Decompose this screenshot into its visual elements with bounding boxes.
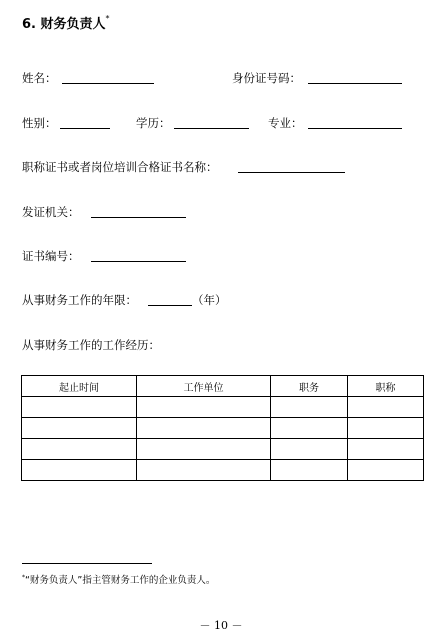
table-cell[interactable] [271, 460, 348, 481]
id-number-label: 身份证号码： [232, 71, 301, 85]
name-label: 姓名： [22, 71, 57, 85]
table-cell[interactable] [348, 418, 424, 439]
table-cell[interactable] [271, 397, 348, 418]
education-field[interactable] [174, 128, 249, 129]
gender-label: 性别： [22, 116, 57, 130]
table-row [22, 439, 424, 460]
footnote-marker: * [105, 13, 110, 23]
education-label: 学历： [136, 116, 171, 130]
table-row [22, 397, 424, 418]
footnote [22, 572, 215, 586]
section-number: 6. [22, 17, 36, 32]
experience-label: 从事财务工作的工作经历： [22, 338, 160, 352]
major-field[interactable] [308, 128, 402, 129]
certificate-number-label: 证书编号： [22, 249, 80, 263]
work-history-table [21, 375, 424, 481]
table-cell[interactable] [348, 397, 424, 418]
years-label: 从事财务工作的年限： [22, 293, 137, 307]
table-cell[interactable] [22, 439, 137, 460]
table-cell[interactable] [271, 439, 348, 460]
years-field[interactable] [148, 305, 192, 306]
name-field[interactable] [62, 83, 154, 84]
table-cell[interactable] [137, 460, 271, 481]
id-number-field[interactable] [308, 83, 402, 84]
certificate-name-field[interactable] [238, 172, 345, 173]
table-row [22, 460, 424, 481]
table-cell[interactable] [348, 439, 424, 460]
certificate-number-field[interactable] [91, 261, 186, 262]
table-cell[interactable] [271, 418, 348, 439]
footnote-divider [22, 563, 152, 564]
major-label: 专业： [268, 116, 303, 130]
section-title-text: 财务负责人 [40, 17, 106, 32]
header-position: 职务 [271, 376, 348, 397]
table-header-row [22, 376, 424, 397]
years-unit: （年） [192, 293, 227, 307]
gender-field[interactable] [60, 128, 110, 129]
table-row [22, 418, 424, 439]
table-cell[interactable] [348, 460, 424, 481]
footnote-mark: * [22, 573, 25, 581]
page-number: － 10 － [199, 619, 243, 632]
header-title: 职称 [348, 376, 424, 397]
section-title [22, 13, 110, 32]
table-cell[interactable] [137, 418, 271, 439]
table-cell[interactable] [22, 397, 137, 418]
table-cell[interactable] [137, 439, 271, 460]
table-cell[interactable] [22, 418, 137, 439]
header-period: 起止时间 [22, 376, 137, 397]
table-cell[interactable] [137, 397, 271, 418]
table-cell[interactable] [22, 460, 137, 481]
issuer-label: 发证机关： [22, 205, 80, 219]
header-employer: 工作单位 [137, 376, 271, 397]
issuer-field[interactable] [91, 217, 186, 218]
certificate-name-label: 职称证书或者岗位培训合格证书名称： [22, 160, 218, 174]
footnote-text: “财务负责人”指主管财务工作的企业负责人。 [25, 575, 216, 586]
